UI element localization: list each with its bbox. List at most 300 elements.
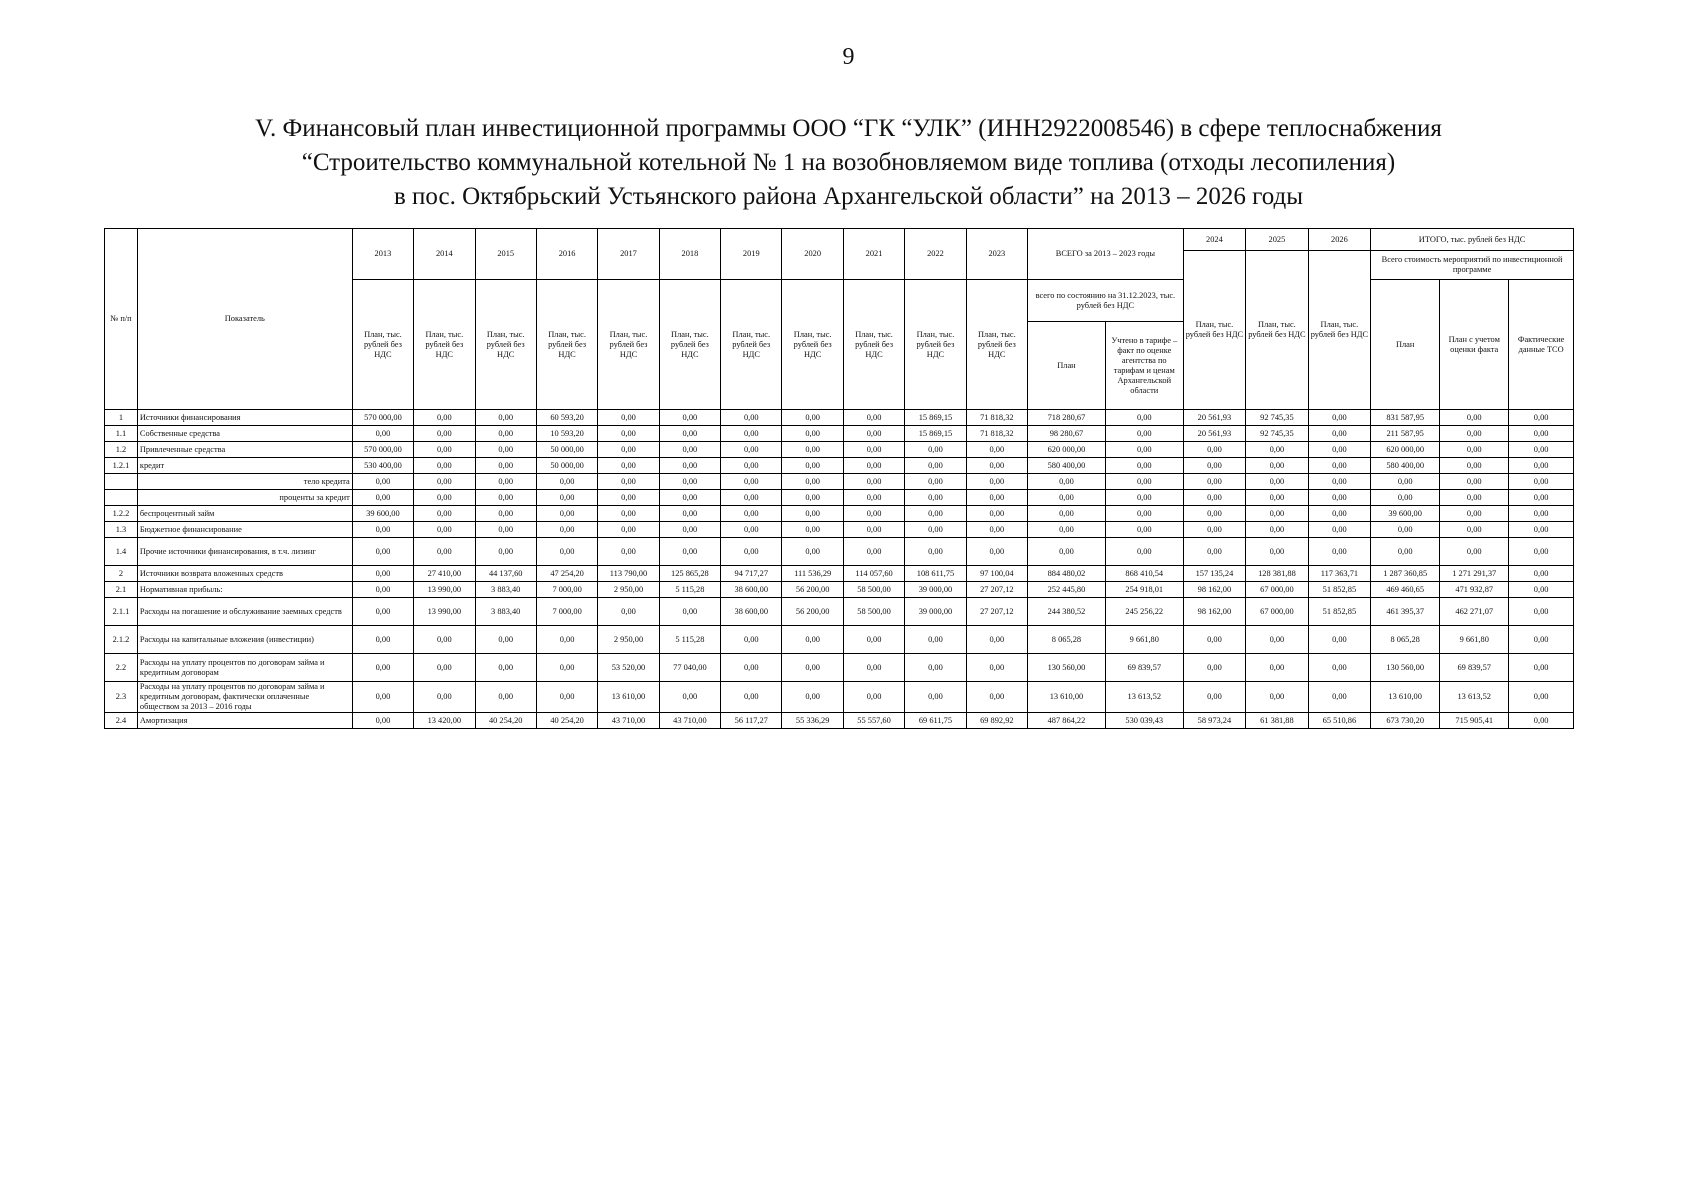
value-cell: 43 710,00: [659, 713, 720, 729]
header-year: 2020: [782, 229, 843, 280]
value-cell: 0,00: [1246, 442, 1308, 458]
value-cell: 530 039,43: [1105, 713, 1183, 729]
value-cell: 0,00: [536, 682, 597, 713]
value-cell: 0,00: [782, 426, 843, 442]
value-cell: 5 115,28: [659, 626, 720, 654]
value-cell: 0,00: [598, 474, 659, 490]
value-cell: 0,00: [598, 522, 659, 538]
value-cell: 77 040,00: [659, 654, 720, 682]
value-cell: 0,00: [1509, 426, 1574, 442]
value-cell: 38 600,00: [721, 582, 782, 598]
value-cell: 0,00: [659, 598, 720, 626]
value-cell: 0,00: [721, 458, 782, 474]
value-cell: 0,00: [843, 626, 904, 654]
value-cell: 39 000,00: [905, 598, 966, 626]
value-cell: 0,00: [1308, 458, 1370, 474]
value-cell: 3 883,40: [475, 582, 536, 598]
value-cell: 0,00: [1509, 538, 1574, 566]
value-cell: 0,00: [598, 598, 659, 626]
value-cell: 9 661,80: [1440, 626, 1509, 654]
value-cell: 0,00: [1440, 490, 1509, 506]
value-cell: 0,00: [598, 410, 659, 426]
value-cell: 92 745,35: [1246, 426, 1308, 442]
value-cell: 0,00: [966, 442, 1027, 458]
value-cell: 0,00: [352, 582, 413, 598]
value-cell: 0,00: [475, 626, 536, 654]
value-cell: 0,00: [475, 490, 536, 506]
value-cell: 718 280,67: [1028, 410, 1106, 426]
value-cell: 0,00: [1183, 506, 1245, 522]
value-cell: 65 510,86: [1308, 713, 1370, 729]
value-cell: 0,00: [1509, 490, 1574, 506]
value-cell: 0,00: [475, 682, 536, 713]
value-cell: 0,00: [843, 538, 904, 566]
value-cell: 20 561,93: [1183, 410, 1245, 426]
header-year: 2022: [905, 229, 966, 280]
value-cell: 40 254,20: [536, 713, 597, 729]
header-plan-unit: План, тыс. рублей без НДС: [352, 280, 413, 410]
value-cell: 0,00: [782, 474, 843, 490]
value-cell: 0,00: [1308, 506, 1370, 522]
value-cell: 0,00: [1246, 474, 1308, 490]
value-cell: 0,00: [843, 458, 904, 474]
value-cell: 0,00: [1308, 626, 1370, 654]
value-cell: 69 611,75: [905, 713, 966, 729]
value-cell: 0,00: [843, 442, 904, 458]
row-number: 2.2: [105, 654, 138, 682]
value-cell: 108 611,75: [905, 566, 966, 582]
value-cell: 0,00: [598, 490, 659, 506]
value-cell: 0,00: [905, 506, 966, 522]
value-cell: 580 400,00: [1028, 458, 1106, 474]
value-cell: 620 000,00: [1371, 442, 1440, 458]
row-number: 1.3: [105, 522, 138, 538]
value-cell: 0,00: [1440, 442, 1509, 458]
value-cell: 0,00: [475, 410, 536, 426]
value-cell: 0,00: [659, 442, 720, 458]
value-cell: 673 730,20: [1371, 713, 1440, 729]
value-cell: 27 207,12: [966, 582, 1027, 598]
table-row: [105, 682, 1574, 713]
value-cell: 1 271 291,37: [1440, 566, 1509, 582]
header-plan-unit: План, тыс. рублей без НДС: [966, 280, 1027, 410]
value-cell: 0,00: [782, 522, 843, 538]
value-cell: 0,00: [475, 474, 536, 490]
value-cell: 0,00: [414, 410, 475, 426]
header-itogo-plan: План: [1371, 280, 1440, 410]
table-row: [105, 474, 1574, 490]
value-cell: 0,00: [966, 474, 1027, 490]
value-cell: 67 000,00: [1246, 582, 1308, 598]
value-cell: 0,00: [843, 682, 904, 713]
header-plan-unit: План, тыс. рублей без НДС: [1308, 251, 1370, 410]
row-indicator: Источники возврата вложенных средств: [137, 566, 352, 582]
value-cell: 471 932,87: [1440, 582, 1509, 598]
value-cell: 113 790,00: [598, 566, 659, 582]
value-cell: 0,00: [536, 654, 597, 682]
value-cell: 715 905,41: [1440, 713, 1509, 729]
value-cell: 0,00: [1440, 506, 1509, 522]
value-cell: 0,00: [966, 538, 1027, 566]
value-cell: 58 500,00: [843, 582, 904, 598]
page-number: 9: [842, 44, 855, 70]
row-number: 2.1: [105, 582, 138, 598]
value-cell: 0,00: [536, 490, 597, 506]
value-cell: 0,00: [475, 426, 536, 442]
value-cell: 0,00: [782, 490, 843, 506]
value-cell: 0,00: [1183, 474, 1245, 490]
row-number: 2.1.2: [105, 626, 138, 654]
value-cell: 0,00: [905, 442, 966, 458]
value-cell: 620 000,00: [1028, 442, 1106, 458]
row-number: [105, 490, 138, 506]
value-cell: 0,00: [598, 506, 659, 522]
value-cell: 0,00: [966, 506, 1027, 522]
value-cell: 0,00: [1509, 582, 1574, 598]
value-cell: 71 818,32: [966, 410, 1027, 426]
header-total-sub: всего по состоянию на 31.12.2023, тыс. рублей без НДС: [1028, 280, 1184, 322]
value-cell: 58 500,00: [843, 598, 904, 626]
row-indicator: Прочие источники финансирования, в т.ч. лизинг: [137, 538, 352, 566]
value-cell: 39 600,00: [1371, 506, 1440, 522]
value-cell: 0,00: [843, 410, 904, 426]
value-cell: 55 336,29: [782, 713, 843, 729]
header-plan-unit: План, тыс. рублей без НДС: [598, 280, 659, 410]
value-cell: 0,00: [352, 626, 413, 654]
value-cell: 13 990,00: [414, 598, 475, 626]
value-cell: 0,00: [1371, 522, 1440, 538]
value-cell: 0,00: [721, 442, 782, 458]
value-cell: 0,00: [1509, 410, 1574, 426]
value-cell: 0,00: [536, 538, 597, 566]
value-cell: 0,00: [1308, 682, 1370, 713]
value-cell: 0,00: [352, 426, 413, 442]
header-itogo-sub: Всего стоимость мероприятий по инвестиционной программе: [1371, 251, 1574, 280]
value-cell: 0,00: [1246, 682, 1308, 713]
value-cell: 13 990,00: [414, 582, 475, 598]
value-cell: 0,00: [1028, 506, 1106, 522]
table-row: [105, 442, 1574, 458]
value-cell: 0,00: [1028, 474, 1106, 490]
header-year: 2024: [1183, 229, 1245, 251]
value-cell: 0,00: [843, 426, 904, 442]
value-cell: 0,00: [352, 682, 413, 713]
table-row: [105, 654, 1574, 682]
value-cell: 0,00: [352, 654, 413, 682]
value-cell: 0,00: [721, 538, 782, 566]
row-number: 1.2.2: [105, 506, 138, 522]
value-cell: 71 818,32: [966, 426, 1027, 442]
value-cell: 0,00: [905, 458, 966, 474]
value-cell: 0,00: [1246, 490, 1308, 506]
value-cell: 0,00: [721, 626, 782, 654]
header-total-plan: План: [1028, 322, 1106, 410]
value-cell: 0,00: [1183, 654, 1245, 682]
value-cell: 254 918,01: [1105, 582, 1183, 598]
value-cell: 831 587,95: [1371, 410, 1440, 426]
value-cell: 570 000,00: [352, 410, 413, 426]
value-cell: 0,00: [782, 626, 843, 654]
value-cell: 0,00: [1028, 522, 1106, 538]
header-year: 2019: [721, 229, 782, 280]
value-cell: 43 710,00: [598, 713, 659, 729]
value-cell: 13 610,00: [1028, 682, 1106, 713]
value-cell: 0,00: [598, 426, 659, 442]
header-year: 2016: [536, 229, 597, 280]
value-cell: 0,00: [1371, 474, 1440, 490]
value-cell: 570 000,00: [352, 442, 413, 458]
document-title: [0, 112, 1697, 214]
row-indicator: Нормативная прибыль:: [137, 582, 352, 598]
row-indicator: Источники финансирования: [137, 410, 352, 426]
value-cell: 0,00: [1308, 538, 1370, 566]
value-cell: 5 115,28: [659, 582, 720, 598]
value-cell: 0,00: [966, 654, 1027, 682]
value-cell: 0,00: [1246, 654, 1308, 682]
value-cell: 0,00: [1308, 474, 1370, 490]
value-cell: 0,00: [1371, 490, 1440, 506]
value-cell: 61 381,88: [1246, 713, 1308, 729]
value-cell: 0,00: [536, 474, 597, 490]
value-cell: 884 480,02: [1028, 566, 1106, 582]
row-indicator: тело кредита: [137, 474, 352, 490]
table-row: [105, 582, 1574, 598]
header-plan-unit: План, тыс. рублей без НДС: [536, 280, 597, 410]
value-cell: 0,00: [905, 474, 966, 490]
value-cell: 0,00: [659, 410, 720, 426]
row-indicator: проценты за кредит: [137, 490, 352, 506]
value-cell: 0,00: [721, 490, 782, 506]
value-cell: 56 200,00: [782, 598, 843, 626]
value-cell: 462 271,07: [1440, 598, 1509, 626]
value-cell: 13 613,52: [1105, 682, 1183, 713]
value-cell: 0,00: [1183, 442, 1245, 458]
value-cell: 38 600,00: [721, 598, 782, 626]
value-cell: 0,00: [659, 474, 720, 490]
header-indicator: Показатель: [137, 229, 352, 410]
value-cell: 67 000,00: [1246, 598, 1308, 626]
value-cell: 0,00: [1509, 566, 1574, 582]
value-cell: 114 057,60: [843, 566, 904, 582]
value-cell: 0,00: [1028, 490, 1106, 506]
value-cell: 0,00: [352, 566, 413, 582]
header-year: 2013: [352, 229, 413, 280]
value-cell: 0,00: [475, 522, 536, 538]
value-cell: 0,00: [1440, 538, 1509, 566]
value-cell: 20 561,93: [1183, 426, 1245, 442]
value-cell: 0,00: [905, 538, 966, 566]
value-cell: 0,00: [1308, 522, 1370, 538]
value-cell: 13 420,00: [414, 713, 475, 729]
row-indicator: Расходы на уплату процентов по договорам займа и кредитным договорам: [137, 654, 352, 682]
header-plan-unit: План, тыс. рублей без НДС: [1246, 251, 1308, 410]
value-cell: 0,00: [352, 490, 413, 506]
value-cell: 0,00: [905, 490, 966, 506]
table-row: [105, 598, 1574, 626]
value-cell: 7 000,00: [536, 582, 597, 598]
row-indicator: беспроцентный займ: [137, 506, 352, 522]
row-number: 1.2: [105, 442, 138, 458]
value-cell: 868 410,54: [1105, 566, 1183, 582]
value-cell: 111 536,29: [782, 566, 843, 582]
value-cell: 0,00: [1105, 538, 1183, 566]
row-indicator: Собственные средства: [137, 426, 352, 442]
value-cell: 0,00: [475, 458, 536, 474]
value-cell: 469 460,65: [1371, 582, 1440, 598]
value-cell: 0,00: [352, 474, 413, 490]
header-year: 2014: [414, 229, 475, 280]
header-plan-unit: План, тыс. рублей без НДС: [721, 280, 782, 410]
value-cell: 0,00: [1183, 682, 1245, 713]
value-cell: 0,00: [352, 538, 413, 566]
value-cell: 0,00: [843, 474, 904, 490]
row-indicator: кредит: [137, 458, 352, 474]
value-cell: 252 445,80: [1028, 582, 1106, 598]
value-cell: 69 839,57: [1105, 654, 1183, 682]
value-cell: 69 892,92: [966, 713, 1027, 729]
value-cell: 530 400,00: [352, 458, 413, 474]
header-num: № п/п: [105, 229, 138, 410]
value-cell: 0,00: [843, 522, 904, 538]
row-indicator: Амортизация: [137, 713, 352, 729]
value-cell: 130 560,00: [1371, 654, 1440, 682]
value-cell: 0,00: [1440, 522, 1509, 538]
value-cell: 0,00: [721, 426, 782, 442]
value-cell: 98 280,67: [1028, 426, 1106, 442]
value-cell: 0,00: [1105, 458, 1183, 474]
value-cell: 98 162,00: [1183, 598, 1245, 626]
title-line: V. Финансовый план инвестиционной программы ООО “ГК “УЛК” (ИНН2922008546) в сфере теплоснабжения: [255, 115, 1442, 142]
header-year: 2015: [475, 229, 536, 280]
header-plan-unit: План, тыс. рублей без НДС: [475, 280, 536, 410]
row-number: 1: [105, 410, 138, 426]
value-cell: 51 852,85: [1308, 598, 1370, 626]
header-plan-unit: План, тыс. рублей без НДС: [782, 280, 843, 410]
header-year: 2023: [966, 229, 1027, 280]
value-cell: 0,00: [782, 538, 843, 566]
value-cell: 0,00: [1509, 682, 1574, 713]
value-cell: 0,00: [1105, 442, 1183, 458]
title-line: в пос. Октябрьский Устьянского района Архангельской области” на 2013 – 2026 годы: [393, 183, 1304, 210]
row-indicator: Бюджетное финансирование: [137, 522, 352, 538]
value-cell: 13 610,00: [598, 682, 659, 713]
value-cell: 0,00: [1246, 506, 1308, 522]
value-cell: 0,00: [1246, 522, 1308, 538]
value-cell: 0,00: [536, 522, 597, 538]
value-cell: 0,00: [1028, 538, 1106, 566]
value-cell: 39 600,00: [352, 506, 413, 522]
value-cell: 0,00: [843, 506, 904, 522]
value-cell: 98 162,00: [1183, 582, 1245, 598]
value-cell: 0,00: [659, 490, 720, 506]
value-cell: 0,00: [721, 522, 782, 538]
value-cell: 9 661,80: [1105, 626, 1183, 654]
value-cell: 0,00: [475, 654, 536, 682]
value-cell: 0,00: [1183, 458, 1245, 474]
value-cell: 0,00: [1509, 442, 1574, 458]
header-year: 2018: [659, 229, 720, 280]
table-row: [105, 566, 1574, 582]
value-cell: 2 950,00: [598, 626, 659, 654]
value-cell: 0,00: [966, 490, 1027, 506]
value-cell: 0,00: [536, 626, 597, 654]
value-cell: 0,00: [1183, 538, 1245, 566]
header-itogo-plan-fact: План с учетом оценки факта: [1440, 280, 1509, 410]
value-cell: 117 363,71: [1308, 566, 1370, 582]
value-cell: 27 410,00: [414, 566, 475, 582]
value-cell: 125 865,28: [659, 566, 720, 582]
value-cell: 0,00: [843, 654, 904, 682]
value-cell: 0,00: [1183, 490, 1245, 506]
header-plan-unit: План, тыс. рублей без НДС: [1183, 251, 1245, 410]
value-cell: 0,00: [905, 682, 966, 713]
row-number: 1.2.1: [105, 458, 138, 474]
row-number: [105, 474, 138, 490]
table-row: [105, 626, 1574, 654]
value-cell: 0,00: [414, 654, 475, 682]
value-cell: 15 869,15: [905, 426, 966, 442]
header-itogo-label: ИТОГО, тыс. рублей без НДС: [1371, 229, 1574, 251]
value-cell: 0,00: [475, 506, 536, 522]
value-cell: 0,00: [598, 442, 659, 458]
value-cell: 0,00: [782, 654, 843, 682]
value-cell: 0,00: [536, 506, 597, 522]
row-indicator: Привлеченные средства: [137, 442, 352, 458]
value-cell: 130 560,00: [1028, 654, 1106, 682]
value-cell: 0,00: [659, 506, 720, 522]
value-cell: 461 395,37: [1371, 598, 1440, 626]
value-cell: 0,00: [1440, 474, 1509, 490]
value-cell: 0,00: [966, 626, 1027, 654]
value-cell: 0,00: [1440, 458, 1509, 474]
header-year: 2025: [1246, 229, 1308, 251]
value-cell: 0,00: [905, 522, 966, 538]
value-cell: 0,00: [721, 654, 782, 682]
value-cell: 0,00: [352, 598, 413, 626]
value-cell: 8 065,28: [1028, 626, 1106, 654]
value-cell: 53 520,00: [598, 654, 659, 682]
value-cell: 0,00: [1509, 598, 1574, 626]
value-cell: 58 973,24: [1183, 713, 1245, 729]
value-cell: 0,00: [1308, 426, 1370, 442]
value-cell: 0,00: [414, 474, 475, 490]
value-cell: 0,00: [1246, 538, 1308, 566]
value-cell: 13 610,00: [1371, 682, 1440, 713]
value-cell: 0,00: [1440, 426, 1509, 442]
value-cell: 244 380,52: [1028, 598, 1106, 626]
value-cell: 0,00: [1246, 626, 1308, 654]
title-line: “Строительство коммунальной котельной № 1 на возобновляемом виде топлива (отходы лесопиления): [301, 149, 1396, 176]
value-cell: 0,00: [782, 682, 843, 713]
value-cell: 0,00: [721, 682, 782, 713]
value-cell: 7 000,00: [536, 598, 597, 626]
value-cell: 0,00: [1308, 490, 1370, 506]
value-cell: 0,00: [1105, 474, 1183, 490]
financial-plan-table: [104, 228, 1574, 729]
value-cell: 211 587,95: [1371, 426, 1440, 442]
value-cell: 40 254,20: [475, 713, 536, 729]
value-cell: 580 400,00: [1371, 458, 1440, 474]
row-indicator: Расходы на капитальные вложения (инвестиции): [137, 626, 352, 654]
header-itogo-actual: Фактические данные ТСО: [1509, 280, 1574, 410]
header-year: 2026: [1308, 229, 1370, 251]
row-indicator: Расходы на уплату процентов по договорам займа и кредитным договорам, фактически оплаченные обществом за 2013 – 2016 годы: [137, 682, 352, 713]
value-cell: 0,00: [1509, 474, 1574, 490]
value-cell: 8 065,28: [1371, 626, 1440, 654]
header-plan-unit: План, тыс. рублей без НДС: [905, 280, 966, 410]
value-cell: 0,00: [414, 442, 475, 458]
value-cell: 39 000,00: [905, 582, 966, 598]
